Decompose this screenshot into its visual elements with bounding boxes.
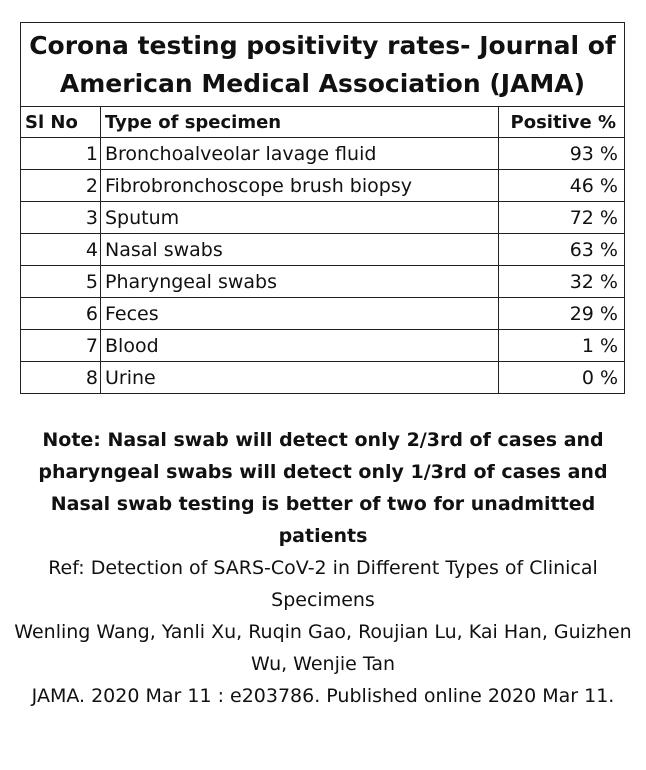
row-positive-percent: 1 %	[499, 330, 625, 362]
row-sl-no: 7	[21, 330, 101, 362]
table-row	[21, 266, 625, 298]
row-sl-no: 6	[21, 298, 101, 330]
row-sl-no: 1	[21, 138, 101, 170]
row-sl-no: 8	[21, 362, 101, 394]
header-type-of-specimen: Type of specimen	[101, 107, 499, 138]
row-positive-percent: 29 %	[499, 298, 625, 330]
table-row	[21, 330, 625, 362]
row-specimen-type: Feces	[101, 298, 499, 330]
row-specimen-type: Bronchoalveolar lavage fluid	[101, 138, 499, 170]
row-specimen-type: Blood	[101, 330, 499, 362]
notes-section	[14, 424, 632, 712]
table-row	[21, 362, 625, 394]
table-row	[21, 202, 625, 234]
row-positive-percent: 46 %	[499, 170, 625, 202]
table-title: Corona testing positivity rates- Journal of American Medical Association (JAMA)	[21, 23, 625, 107]
row-sl-no: 4	[21, 234, 101, 266]
reference-citation: JAMA. 2020 Mar 11 : e203786. Published online 2020 Mar 11.	[31, 685, 615, 707]
row-positive-percent: 72 %	[499, 202, 625, 234]
note-text: Note: Nasal swab will detect only 2/3rd of cases and pharyngeal swabs will detect only 1/3rd of cases and Nasal swab testing is better of two for unadmitted patients	[38, 429, 608, 547]
row-specimen-type: Nasal swabs	[101, 234, 499, 266]
table-row	[21, 298, 625, 330]
row-specimen-type: Urine	[101, 362, 499, 394]
row-specimen-type: Sputum	[101, 202, 499, 234]
table-row	[21, 234, 625, 266]
row-sl-no: 2	[21, 170, 101, 202]
row-positive-percent: 63 %	[499, 234, 625, 266]
row-positive-percent: 93 %	[499, 138, 625, 170]
row-specimen-type: Fibrobronchoscope brush biopsy	[101, 170, 499, 202]
reference-authors: Wenling Wang, Yanli Xu, Ruqin Gao, Roujian Lu, Kai Han, Guizhen Wu, Wenjie Tan	[14, 621, 632, 675]
positivity-table	[20, 22, 625, 394]
row-positive-percent: 0 %	[499, 362, 625, 394]
row-positive-percent: 32 %	[499, 266, 625, 298]
row-specimen-type: Pharyngeal swabs	[101, 266, 499, 298]
row-sl-no: 3	[21, 202, 101, 234]
table-header-row	[21, 107, 625, 138]
header-positive-percent: Positive %	[499, 107, 625, 138]
row-sl-no: 5	[21, 266, 101, 298]
reference-title: Ref: Detection of SARS-CoV-2 in Different Types of Clinical Specimens	[48, 557, 598, 611]
table-row	[21, 170, 625, 202]
table-row	[21, 138, 625, 170]
header-sl-no: Sl No	[21, 107, 101, 138]
